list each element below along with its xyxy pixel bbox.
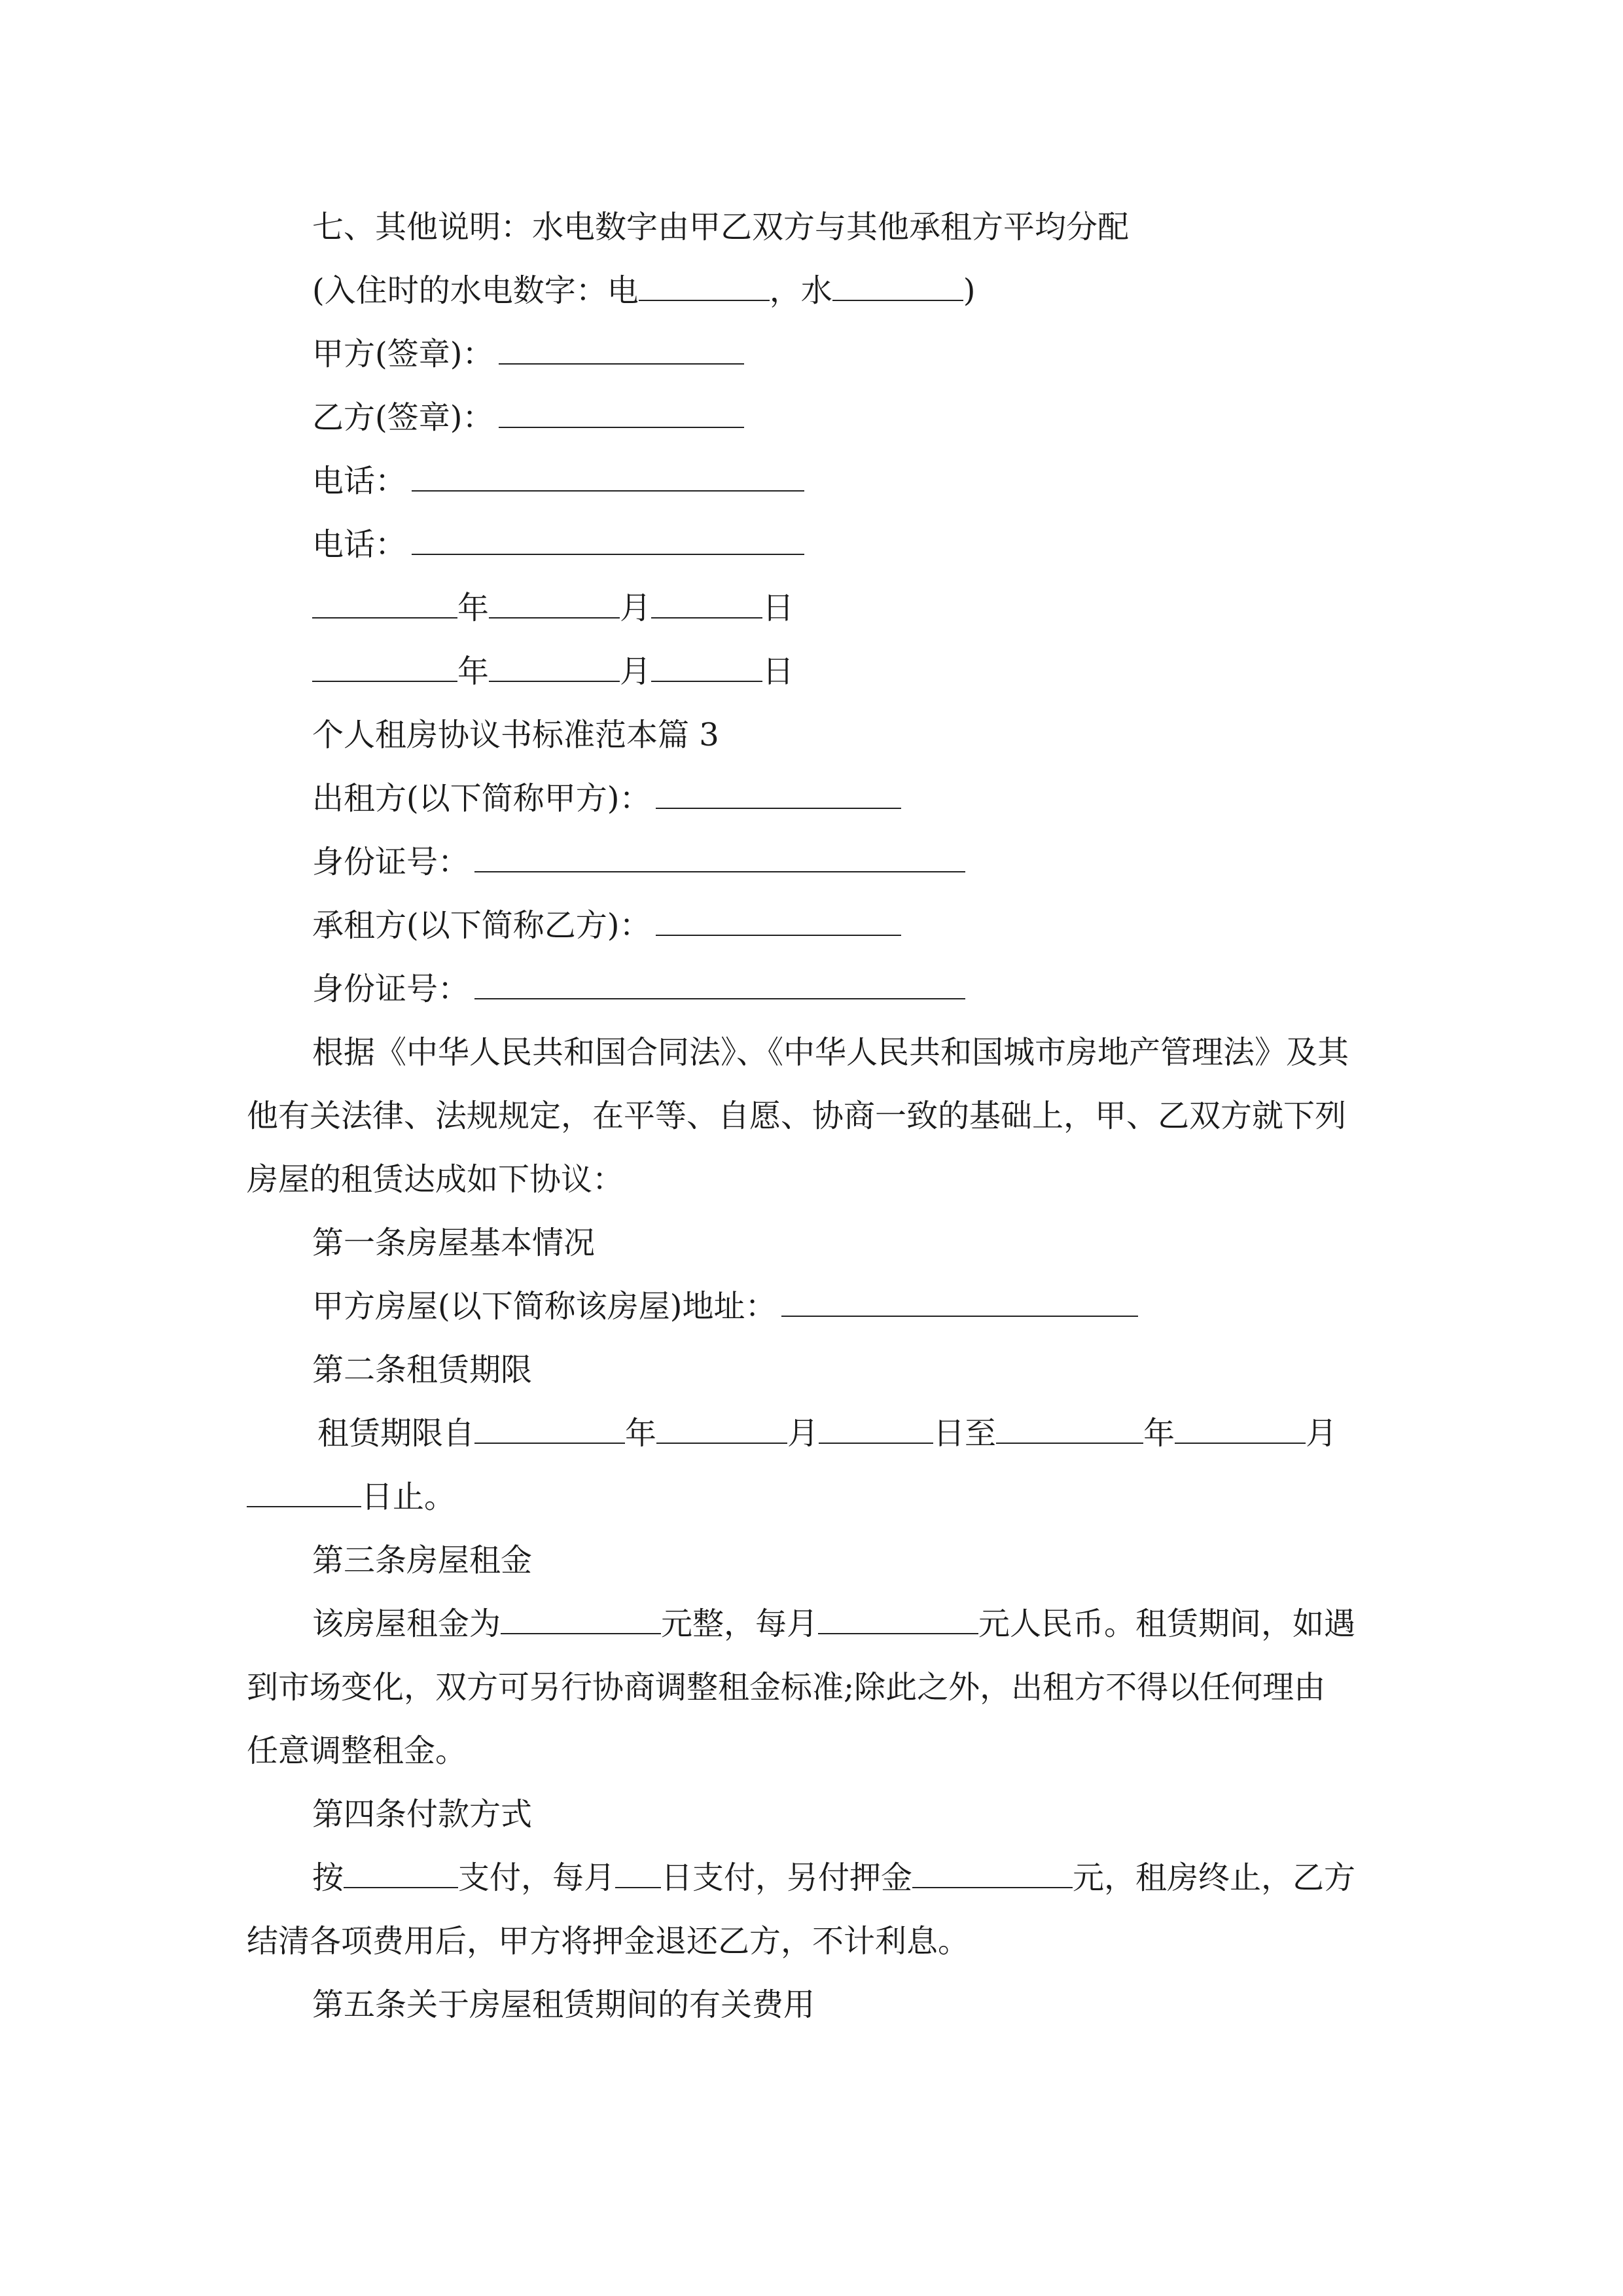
- article-2-title: 第二条租赁期限: [312, 1352, 533, 1388]
- electricity-field[interactable]: [639, 271, 770, 301]
- article-1-address-line: 甲方房屋(以下简称该房屋)地址：: [312, 1287, 1138, 1326]
- preamble-line-2: 他有关法律、法规规定，在平等、自愿、协商一致的基础上，甲、乙双方就下列: [247, 1098, 1347, 1134]
- article-1-title: 第一条房屋基本情况: [312, 1225, 596, 1261]
- term-end-day-field[interactable]: [247, 1477, 361, 1507]
- property-address-field[interactable]: [781, 1287, 1138, 1317]
- payment-method-field[interactable]: [344, 1858, 458, 1888]
- article-2-term-line: 租赁期限自 年 月 日至 年 月: [317, 1415, 1338, 1452]
- lessee-line: 承租方(以下简称乙方)：: [312, 906, 901, 945]
- lessee-id-field[interactable]: [474, 969, 965, 999]
- lessor-line: 出租方(以下简称甲方)：: [312, 779, 901, 818]
- article-4-line-1: 按 支付，每月 日支付，另付押金 元，租房终止，乙方: [312, 1859, 1356, 1896]
- total-rent-field[interactable]: [501, 1604, 661, 1634]
- water-field[interactable]: [832, 271, 963, 301]
- party-a-signature-field[interactable]: [499, 334, 744, 365]
- date-2-month-field[interactable]: [489, 652, 620, 682]
- deposit-field[interactable]: [912, 1858, 1073, 1888]
- term-start-month-field[interactable]: [656, 1414, 787, 1444]
- term-start-year-field[interactable]: [474, 1414, 625, 1444]
- section-7-title: 七、其他说明：水电数字由甲乙双方与其他承租方平均分配: [312, 209, 1130, 245]
- lessor-id-field[interactable]: [474, 842, 965, 872]
- lessor-id-line: 身份证号：: [312, 842, 965, 882]
- utility-reading-line: (入住时的水电数字：电 ，水 ): [312, 272, 976, 309]
- term-end-month-field[interactable]: [1175, 1414, 1306, 1444]
- payment-day-field[interactable]: [615, 1858, 661, 1888]
- party-a-signature-line: 甲方(签章)：: [312, 334, 744, 374]
- preamble-line-1: 根据《中华人民共和国合同法》、《中华人民共和国城市房地产管理法》及其: [312, 1034, 1349, 1071]
- monthly-rent-field[interactable]: [818, 1604, 978, 1634]
- article-3-line-2: 到市场变化，双方可另行协商调整租金标准;除此之外，出租方不得以任何理由: [247, 1669, 1326, 1706]
- date-1-month-field[interactable]: [489, 588, 620, 619]
- preamble-line-3: 房屋的租赁达成如下协议：: [247, 1161, 624, 1198]
- date-2-day-field[interactable]: [651, 652, 762, 682]
- article-3-line-1: 该房屋租金为 元整，每月 元人民币。租赁期间，如遇: [312, 1605, 1356, 1642]
- lessor-field[interactable]: [656, 779, 901, 809]
- phone-field-1[interactable]: [412, 461, 804, 492]
- article-4-title: 第四条付款方式: [312, 1796, 533, 1833]
- term-start-day-field[interactable]: [819, 1414, 933, 1444]
- date-2-year-field[interactable]: [312, 652, 457, 682]
- lessee-field[interactable]: [656, 906, 901, 936]
- phone-field-2[interactable]: [412, 525, 804, 555]
- phone-line-2: 电话：: [312, 525, 804, 564]
- article-2-term-end-line: 日止。: [247, 1477, 455, 1516]
- document-3-heading: 个人租房协议书标准范本篇 3: [312, 717, 719, 753]
- party-b-signature-line: 乙方(签章)：: [312, 398, 744, 437]
- date-1-day-field[interactable]: [651, 588, 762, 619]
- article-3-title: 第三条房屋租金: [312, 1542, 533, 1579]
- party-b-signature-field[interactable]: [499, 398, 744, 428]
- phone-line-1: 电话：: [312, 461, 804, 501]
- article-5-title: 第五条关于房屋租赁期间的有关费用: [312, 1986, 815, 2023]
- article-3-line-3: 任意调整租金。: [247, 1732, 467, 1769]
- date-line-2: 年 月 日: [312, 652, 794, 691]
- lessee-id-line: 身份证号：: [312, 969, 965, 1009]
- date-line-1: 年 月 日: [312, 588, 794, 628]
- term-end-year-field[interactable]: [996, 1414, 1143, 1444]
- date-1-year-field[interactable]: [312, 588, 457, 619]
- article-4-line-2: 结清各项费用后，甲方将押金退还乙方，不计利息。: [247, 1923, 970, 1960]
